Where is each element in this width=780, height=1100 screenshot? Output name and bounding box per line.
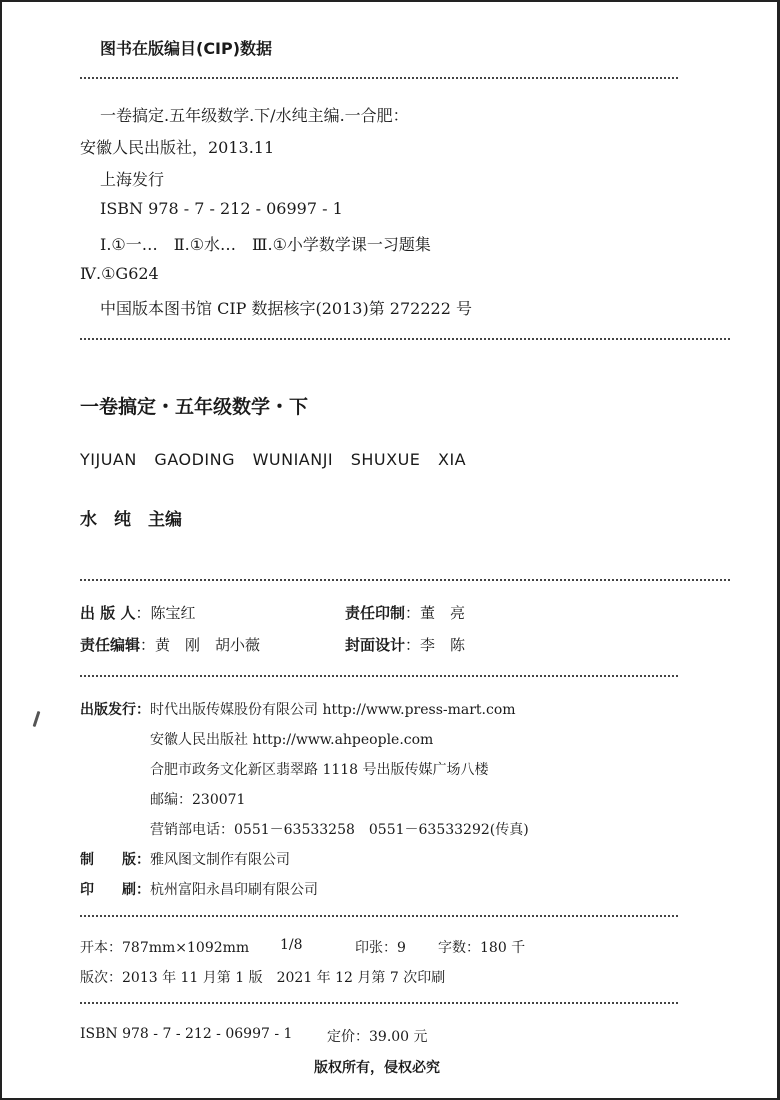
publisher-credit [80, 602, 195, 623]
book-pinyin: YIJUAN GAODING WUNIANJI SHUXUE XIA [80, 450, 467, 469]
book-title: 一卷搞定・五年级数学・下 [80, 396, 309, 418]
footer-price: 定价：39.00 元 [327, 1029, 428, 1045]
cip-header: 图书在版编目(CIP)数据 [100, 39, 273, 58]
cip-line-1: 一卷搞定.五年级数学.下/水纯主编.一合肥： [100, 106, 409, 125]
cip-line-5: Ⅰ.①一… Ⅱ.①水… Ⅲ.①小学数学课一习题集 [100, 235, 431, 254]
book-editor: 水 纯 主编 [80, 510, 182, 530]
distribution-line-2: 安徽人民出版社 http://www.ahpeople.com [150, 732, 434, 748]
print-line [80, 879, 318, 899]
cip-line-7: 中国版本图书馆 CIP 数据核字(2013)第 272222 号 [100, 299, 472, 318]
editor-credit [80, 634, 260, 655]
distribution-line-4: 邮编：230071 [150, 792, 246, 808]
spec-sheets: 印张：9 [355, 940, 406, 956]
print-value: 杭州富阳永昌印刷有限公司 [150, 882, 318, 898]
distribution-line-1 [80, 699, 516, 719]
printing-credit [345, 602, 465, 623]
dotted-divider-4 [80, 675, 678, 677]
printing-name: ：董 亮 [405, 604, 466, 622]
editor-label: 责任编辑 [80, 636, 141, 654]
plate-value: 雅风图文制作有限公司 [150, 852, 290, 868]
printing-label: 责任印制 [345, 604, 406, 622]
copyright-notice: 版权所有，侵权必究 [314, 1060, 440, 1076]
dotted-divider-5 [80, 915, 678, 917]
cip-line-6: Ⅳ.①G624 [80, 264, 159, 283]
cip-line-2: 安徽人民出版社，2013.11 [80, 138, 275, 157]
footer-isbn: ISBN 978 - 7 - 212 - 06997 - 1 [80, 1026, 293, 1042]
cip-line-4: ISBN 978 - 7 - 212 - 06997 - 1 [100, 199, 343, 218]
spec-words: 字数：180 千 [438, 940, 526, 956]
cover-label: 封面设计 [345, 636, 406, 654]
cip-line-3: 上海发行 [100, 170, 165, 189]
pen-mark [33, 711, 41, 727]
publisher-label: 出 版 人 [80, 604, 136, 622]
plate-label: 制 版： [80, 852, 150, 868]
distribution-line-5: 营销部电话：0551－63533258 0551－63533292(传真) [150, 822, 529, 838]
editor-names: ：黄 刚 胡小薇 [140, 636, 261, 654]
print-label: 印 刷： [80, 882, 150, 898]
spec-fold: 1/8 [280, 937, 303, 953]
dotted-divider-2 [80, 338, 730, 340]
cover-name: ：李 陈 [405, 636, 466, 654]
dotted-divider-3 [80, 579, 730, 581]
cover-credit [345, 634, 465, 655]
spec-edition: 版次：2013 年 11 月第 1 版 2021 年 12 月第 7 次印刷 [80, 970, 446, 986]
plate-line [80, 849, 290, 869]
distribution-label: 出版发行： [80, 702, 150, 718]
dotted-divider-6 [80, 1002, 678, 1004]
distribution-value-1: 时代出版传媒股份有限公司 http://www.press-mart.com [150, 702, 516, 718]
dotted-divider-1 [80, 77, 678, 79]
publisher-name: ：陈宝红 [135, 604, 196, 622]
spec-format: 开本：787mm×1092mm [80, 940, 250, 956]
distribution-line-3: 合肥市政务文化新区翡翠路 1118 号出版传媒广场八楼 [150, 762, 489, 778]
